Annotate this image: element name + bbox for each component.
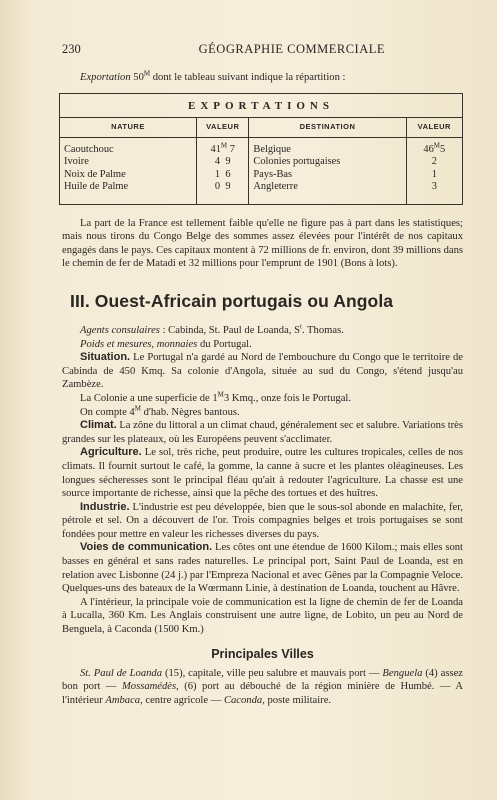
table-row [60, 169, 463, 182]
row-dest-value: 3 [406, 181, 462, 204]
section-title: III. Ouest-Africain portugais ou Angola [70, 290, 394, 311]
row-destination: Colonies portugaises [249, 156, 406, 169]
city-name: St. Paul de Loanda [80, 667, 163, 679]
poids-line: Poids et mesures, monnaies du Portugal. [80, 338, 252, 350]
row-value: 1 6 [197, 169, 249, 182]
row-destination: Belgique [249, 137, 406, 156]
city-name: Mossamédès [121, 681, 177, 693]
industrie-label: Industrie. [80, 500, 130, 513]
col-nature: NATURE [60, 118, 197, 138]
city-name: Benguela [382, 667, 423, 679]
row-nature: Huile de Palme [60, 181, 197, 204]
france-paragraph: La part de la France est tellement faible qu'elle ne figure pas à part dans les statistiques; mais nous tirons du Congo Belge des sommes assez élevées pour l'intérêt de nos capitaux engagés dans le pays. Ces capitaux montent à 72 millions de fr. environ, dont 39 millions dans le chemin de fer de Matadi et 32 millions pour l'emprunt de 1901 (Bons à lots). [62, 217, 463, 270]
col-valeur-2: VALEUR [406, 118, 462, 138]
export-intro-unit: M [143, 69, 151, 78]
row-value: 4 9 [197, 156, 249, 169]
row-value: $41^M$ 7 [197, 137, 249, 156]
agriculture-label: Agriculture. [80, 446, 142, 459]
table-row [60, 156, 463, 169]
row-value: 0 9 [197, 181, 249, 204]
city-name: Caconda [223, 694, 263, 706]
climat-label: Climat. [80, 419, 117, 432]
row-nature: Caoutchouc [60, 137, 197, 156]
table-row [60, 181, 463, 204]
agents-line: Agents consulaires : Cabinda, St. Paul de Loanda, $S^t$. Thomas. [80, 322, 344, 336]
row-destination: Angleterre [249, 181, 406, 204]
industrie-paragraph: Industrie. L'industrie est peu développée, bien que le sous-sol abonde en malachite, fer, pétrole et sel. On a découvert de l'or. Trois compagnies belges et trois portugaises se sont fondées pour mettre en valeur les richesses diverses du pays. [62, 500, 463, 540]
villes-paragraph: St. Paul de Loanda (15), capitale, ville peu salubre et mauvais port — Benguela (4) assez bon port — Mossamédès, (6) port au débouché de la région minière de Humbé. — A l'intérieur Ambaca, centre agricole — Caconda, poste militaire. [62, 667, 463, 706]
export-intro-rest: dont le tableau suivant indique la répartition : [150, 72, 346, 83]
voies-paragraph: Voies de communication. Les côtes ont une étendue de 1600 Kilom.; mais elles sont basses en général et sans rades naturelles. Le principal port, Saint Paul de Loanda, est en relation avec Lisbonne (24 j.) par l'Empreza Nacional et avec Gênes par la Compagnie Veloce. Quelques-uns des bateaux de la Wœrmann Linie, à destination de Loanda, touchent au Hâvre. [62, 541, 463, 595]
agriculture-paragraph: Agriculture. Le sol, très riche, peut produire, outre les cultures tropicales, celles de nos climats. Il fournit surtout le café, la gomme, la canne à sucre et les plantes oléagineuses. Les longues sécheresses sont le principal fléau qu'ait à redouter l'agriculture. La chasse est une source importante de richesse, ainsi que la pêche des tortues et des huîtres. [62, 446, 463, 500]
export-intro-lead: Exportation [80, 72, 131, 83]
col-valeur: VALEUR [197, 118, 249, 138]
interieur-paragraph: A l'intérieur, la principale voie de communication est la ligne de chemin de fer de Loanda à Lucalla, 360 Km. Les Anglais construisent une autre ligne, de Lobito, un peu au Nord de Benguela, à Caconda (1500 Km.) [62, 596, 463, 636]
row-nature: Ivoire [60, 156, 197, 169]
row-dest-value: $46^M5$ [406, 137, 462, 156]
table-row [60, 137, 463, 156]
villes-title: Principales Villes [211, 646, 314, 661]
page-number: 230 [62, 42, 81, 56]
situation-label: Situation. [80, 351, 131, 364]
superficie-line: La Colonie a une superficie de $1^M3$ Kmq., onze fois le Portugal. [80, 390, 352, 404]
situation-paragraph: Situation. Le Portugal n'a gardé au Nord de l'embouchure du Congo que le territoire de Cabinda de 450 Kmq. Sa colonie d'Angola, située au sud du Congo, s'étend jusqu'au Zambèze. [62, 351, 463, 391]
exports-table-title: EXPORTATIONS [60, 93, 463, 118]
export-intro [62, 71, 463, 85]
voies-label: Voies de communication. [80, 541, 213, 554]
population-line: On compte $4^M$ d'hab. Nègres bantous. [80, 404, 240, 418]
page-header [62, 42, 463, 57]
climat-paragraph: Climat. La zône du littoral a un climat chaud, généralement sec et salubre. Variations très grandes sur les plateaux, où les Européens peuvent s'acclimater. [62, 419, 464, 445]
export-intro-value: 50 [133, 72, 144, 83]
row-destination: Pays-Bas [249, 169, 406, 182]
city-name: Ambaca [105, 694, 141, 706]
row-dest-value: 2 [406, 156, 462, 169]
row-nature: Noix de Palme [60, 169, 197, 182]
row-dest-value: 1 [406, 169, 462, 182]
exports-table [59, 93, 463, 205]
running-title: GÉOGRAPHIE COMMERCIALE [198, 42, 385, 56]
col-destination: DESTINATION [249, 118, 406, 138]
